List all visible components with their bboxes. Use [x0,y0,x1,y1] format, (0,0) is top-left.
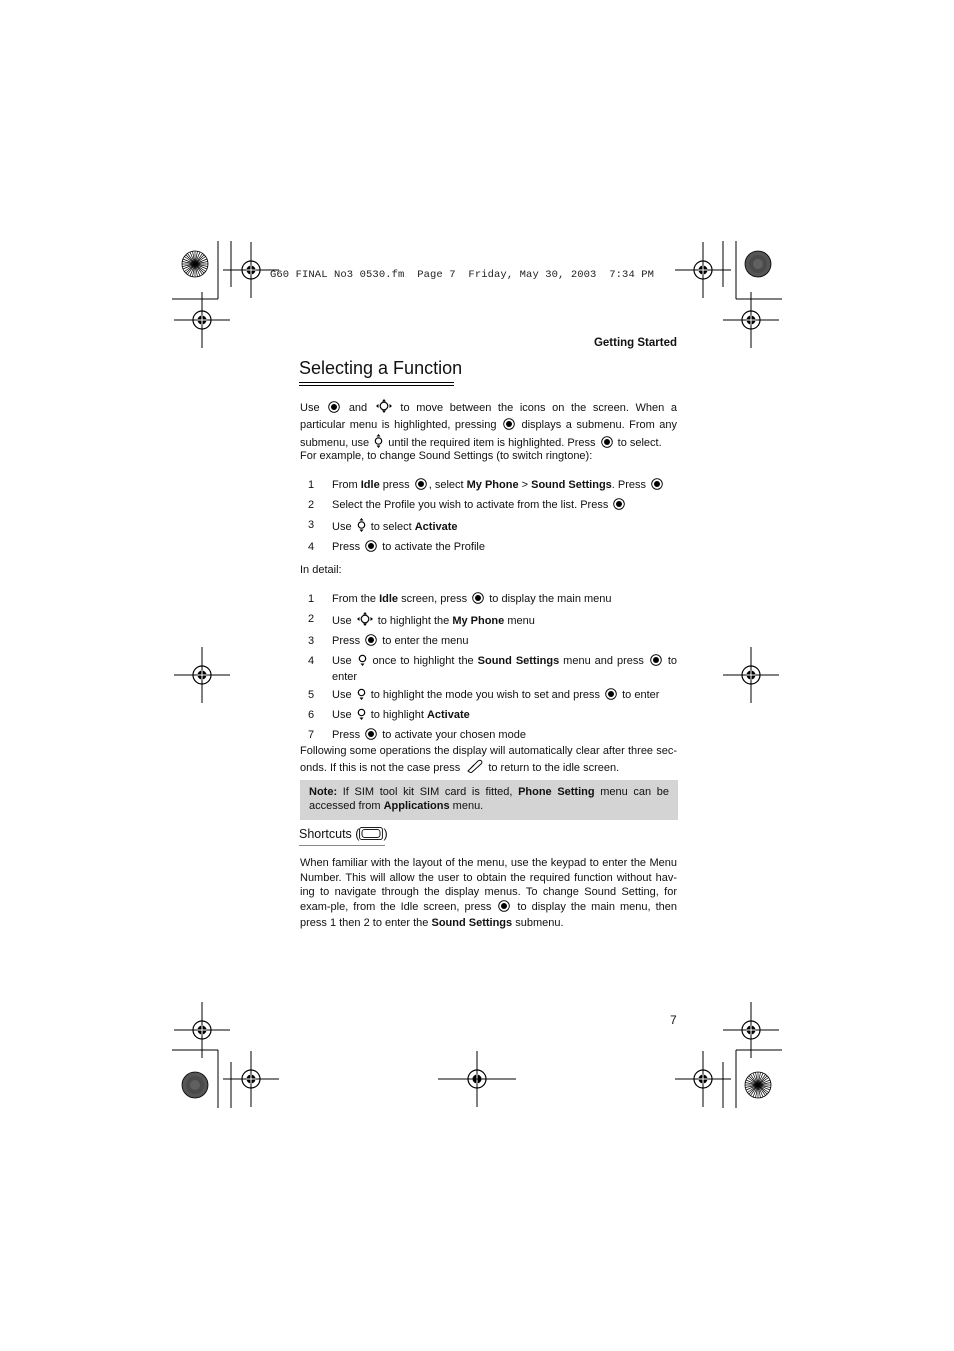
list-item: 3 Press to enter the menu [300,634,677,651]
list-item: 6 Use to highlight Activate [300,708,677,725]
shortcuts-paragraph: When familiar with the layout of the menu, use the keypad to enter the Menu Number. This will allow the user to obtain the required function without hav-ing to navigate through the display menus. To change Sound Setting, for exam-ple, from the Idle screen, press to display the main menu, then press 1 then 2 to enter the Sound Settings submenu. [300,857,678,930]
title-underline [299,382,454,383]
detail-steps-list [300,592,677,748]
list-item: 2 Select the Profile you wish to activate from the list. Press [300,498,677,515]
select-key-icon [365,634,377,651]
example-paragraph: For example, to change Sound Settings (to switch ringtone): [300,450,593,462]
list-item: 4 Press to activate the Profile [300,540,677,557]
select-key-icon [605,688,617,705]
title-underline-2 [299,385,454,386]
page-title: Selecting a Function [299,358,463,378]
quick-steps-list [300,478,677,560]
four-way-navigation-icon [357,612,373,631]
select-key-icon [472,592,484,609]
four-way-navigation-icon [376,399,392,418]
list-item: 1 From Idle press , select My Phone > Sound Settings. Press [300,478,677,495]
soft-key-icon [359,827,383,843]
select-key-icon [498,900,510,917]
note-box: Note: If SIM tool kit SIM card is fitted, Phone Setting menu can be accessed from Applications menu. [300,780,678,820]
down-navigation-icon [357,708,366,725]
select-key-icon [365,540,377,557]
list-item: 2 Use to highlight the My Phone menu [300,612,677,631]
select-key-icon [415,478,427,495]
list-item: 3 Use to select Activate [300,518,677,537]
down-navigation-icon [357,688,366,705]
in-detail-label: In detail: [300,564,342,576]
page-number: 7 [670,1013,677,1027]
select-key-icon [328,401,340,418]
select-key-icon [613,498,625,515]
shortcuts-underline [299,845,385,846]
select-key-icon [651,478,663,495]
select-key-icon [503,418,515,435]
list-item: 4 Use once to highlight the Sound Settings menu and press to enter [308,654,677,684]
section-header: Getting Started [593,337,677,349]
select-key-icon [365,728,377,745]
select-key-icon [650,654,662,671]
intro-paragraph: Use and to move between the icons on the screen. When a particular menu is highlighted, pressing displays a submenu. From any submenu, use until the required item is highlighted. Press to select. [300,399,677,453]
list-item: 7 Press to activate your chosen mode [300,728,677,745]
end-call-key-icon [465,759,483,778]
print-slug: G60 FINAL No3 0530.fm Page 7 Friday, May 30, 2003 7:34 PM [270,269,655,281]
up-down-navigation-icon [357,518,366,537]
down-navigation-icon [358,654,367,671]
auto-clear-paragraph: Following some operations the display will automatically clear after three sec-onds. If this is not the case press to return to the idle screen. [300,744,677,777]
list-item: 5 Use to highlight the mode you wish to set and press to enter [300,688,677,705]
shortcuts-heading: Shortcuts ( ) [299,827,388,841]
list-item: 1 From the Idle screen, press to display the main menu [300,592,677,609]
